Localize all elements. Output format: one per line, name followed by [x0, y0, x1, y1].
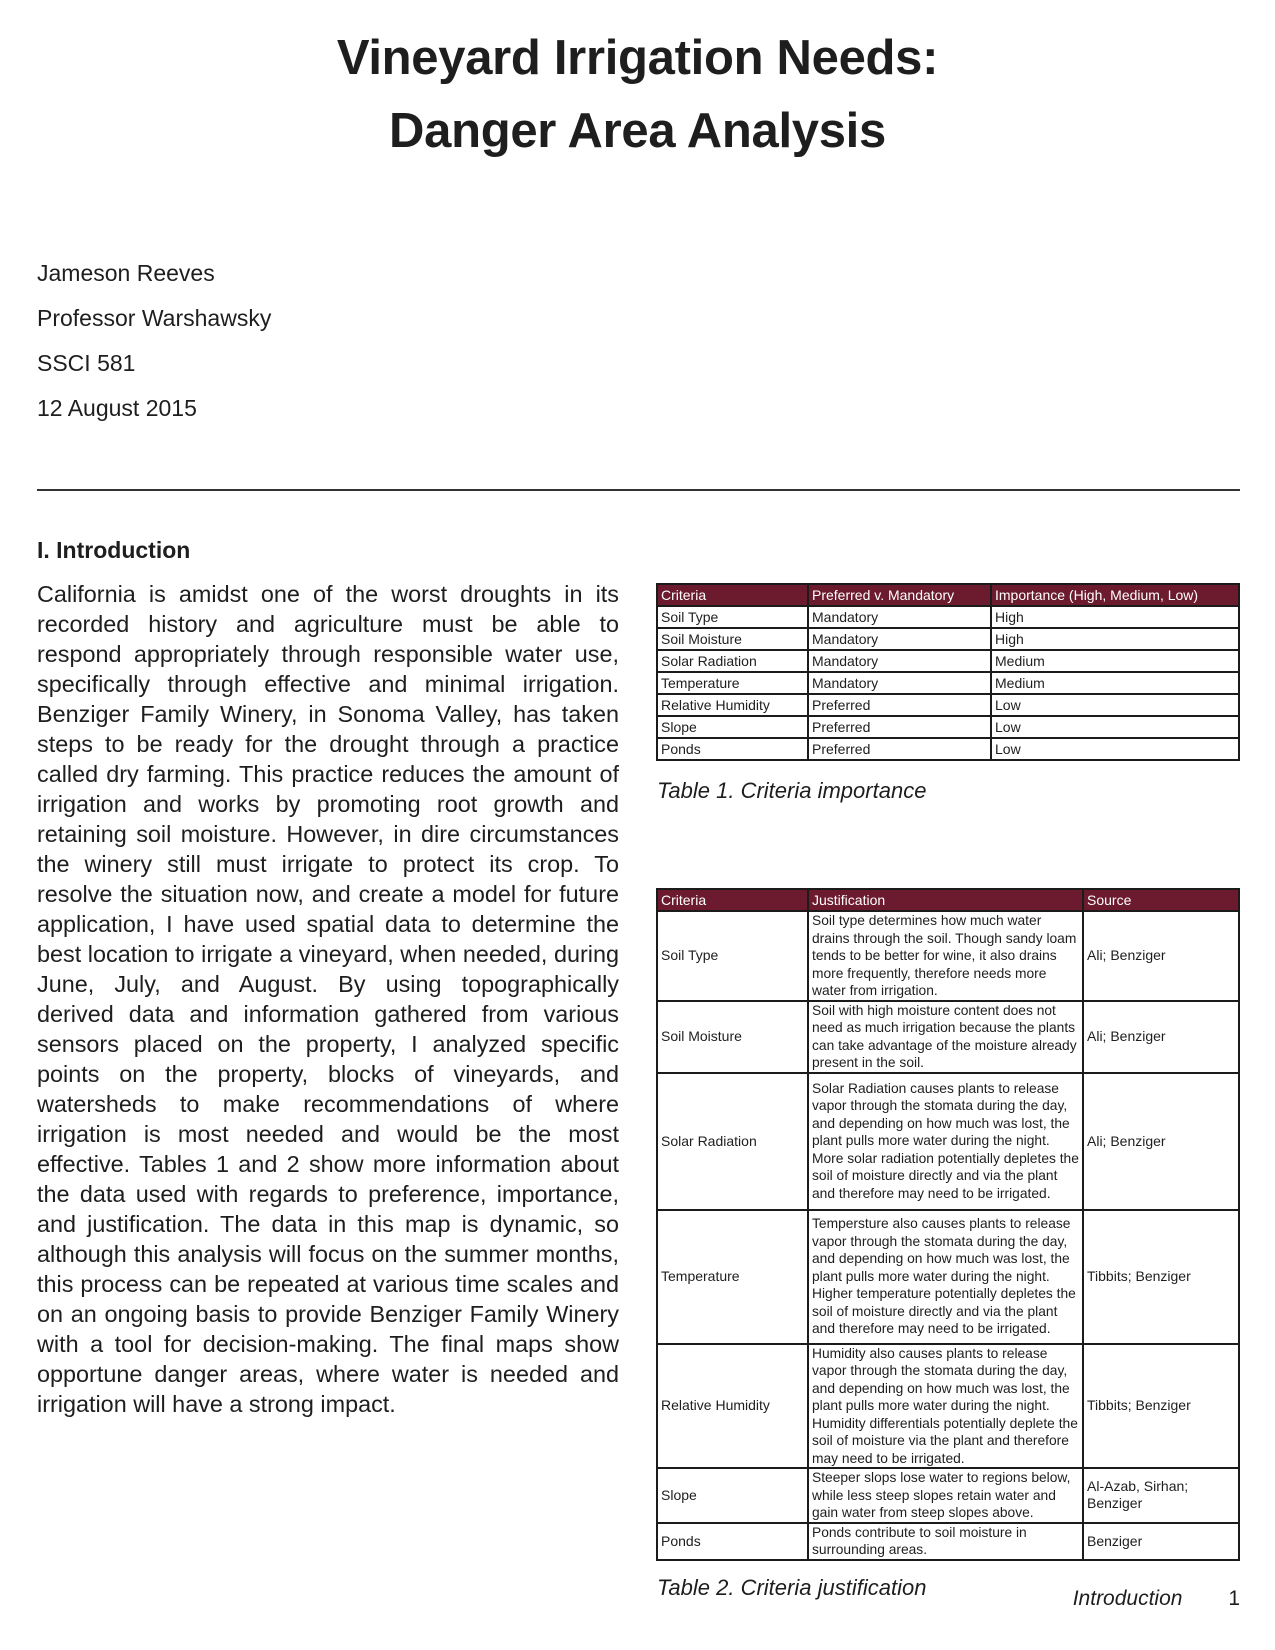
table-row — [657, 650, 1239, 672]
source-cell: Benziger — [1083, 1523, 1239, 1560]
table-row — [657, 628, 1239, 650]
criteria-cell: Relative Humidity — [657, 1344, 808, 1469]
importance-cell: Low — [991, 738, 1239, 760]
preference-cell: Mandatory — [808, 650, 991, 672]
table-row — [657, 1468, 1239, 1523]
preference-cell: Mandatory — [808, 606, 991, 628]
criteria-cell: Slope — [657, 1468, 808, 1523]
table-1-caption: Table 1. Criteria importance — [657, 778, 927, 803]
importance-cell: High — [991, 628, 1239, 650]
importance-cell: Medium — [991, 650, 1239, 672]
criteria-cell: Relative Humidity — [657, 694, 808, 716]
preference-cell: Mandatory — [808, 628, 991, 650]
table-row — [657, 911, 1239, 1001]
document-title-line-1: Vineyard Irrigation Needs: — [336, 31, 939, 85]
criteria-cell: Soil Type — [657, 911, 808, 1001]
introduction-paragraph: California is amidst one of the worst droughts in its recorded history and agriculture must be able to respond appropriately through responsible water use, specifically through effective and minimal irrigation. Benziger Family Winery, in Sonoma Valley, has taken steps to be ready for the drought through a practice called dry farming. This practice reduces the amount of irrigation and works by promoting root growth and retaining soil moisture. However, in dire circumstances the winery still must irrigate to protect its crop. To resolve the situation now, and create a model for future application, I have used spatial data to determine the best location to irrigate a vineyard, when needed, during June, July, and August. By using topographically derived data and information gathered from various sensors placed on the property, I analyzed specific points on the property, blocks of vineyards, and watersheds to make recommendations of where irrigation is most needed and would be the most effective. Tables 1 and 2 show more information about the data used with regards to preference, importance, and justification. The data in this map is dynamic, so although this analysis will focus on the summer months, this process can be repeated at various time scales and on an ongoing basis to provide Benziger Family Winery with a tool for decision-making. The final maps show opportune danger areas, where water is needed and irrigation will have a strong impact. — [37, 581, 619, 1417]
section-heading: I. Introduction — [37, 537, 191, 563]
criteria-cell: Temperature — [657, 1210, 808, 1344]
preference-cell: Preferred — [808, 738, 991, 760]
importance-cell: Medium — [991, 672, 1239, 694]
source-cell: Tibbits; Benziger — [1083, 1210, 1239, 1344]
justification-cell: Ponds contribute to soil moisture in surrounding areas. — [808, 1523, 1083, 1560]
justification-cell: Steeper slops lose water to regions below, while less steep slopes retain water and gain water from steep slopes above. — [808, 1468, 1083, 1523]
criteria-cell: Solar Radiation — [657, 650, 808, 672]
page-footer — [1073, 1587, 1240, 1611]
table-header-row — [657, 584, 1239, 606]
table-header-row — [657, 889, 1239, 911]
table-header-cell: Criteria — [657, 584, 808, 606]
preference-cell: Preferred — [808, 694, 991, 716]
table-row — [657, 1001, 1239, 1073]
table-row — [657, 606, 1239, 628]
criteria-justification-table — [656, 888, 1240, 1561]
author-name: Jameson Reeves — [37, 260, 215, 286]
justification-cell: Solar Radiation causes plants to release vapor through the stomata during the day, and depending on how much was lost, the plant pulls more water during the night. More solar radiation potentially depletes the soil of moisture directly and via the plant and therefore may need to be irrigated. — [808, 1073, 1083, 1210]
criteria-cell: Ponds — [657, 738, 808, 760]
page-number: 1 — [1228, 1587, 1240, 1610]
table-header-cell: Source — [1083, 889, 1239, 911]
criteria-cell: Soil Moisture — [657, 1001, 808, 1073]
criteria-cell: Ponds — [657, 1523, 808, 1560]
criteria-importance-table — [656, 583, 1240, 761]
preference-cell: Mandatory — [808, 672, 991, 694]
horizontal-divider — [37, 489, 1240, 491]
importance-cell: Low — [991, 716, 1239, 738]
table-row — [657, 1210, 1239, 1344]
criteria-cell: Temperature — [657, 672, 808, 694]
table-row — [657, 1073, 1239, 1210]
source-cell: Tibbits; Benziger — [1083, 1344, 1239, 1469]
footer-section-label: Introduction — [1072, 1587, 1183, 1610]
table-header-cell: Importance (High, Medium, Low) — [991, 584, 1239, 606]
justification-cell: Tempersture also causes plants to release vapor through the stomata during the day, and depending on how much was lost, the plant pulls more water during the night. Higher temperature potentially depletes the soil of moisture directly and via the plant and therefore may need to be irrigated. — [808, 1210, 1083, 1344]
course-code: SSCI 581 — [37, 350, 136, 376]
table-header-cell: Justification — [808, 889, 1083, 911]
justification-cell: Humidity also causes plants to release vapor through the stomata during the day, and depending on how much was lost, the plant pulls more water during the night. Humidity differentials potentially deplete the soil of moisture via the plant and therefore may need to be irrigated. — [808, 1344, 1083, 1469]
table-row — [657, 716, 1239, 738]
criteria-cell: Solar Radiation — [657, 1073, 808, 1210]
table-row — [657, 1523, 1239, 1560]
table-row — [657, 1344, 1239, 1469]
source-cell: Ali; Benziger — [1083, 1073, 1239, 1210]
document-title-line-2: Danger Area Analysis — [389, 104, 886, 158]
author-block — [37, 260, 271, 440]
criteria-cell: Soil Moisture — [657, 628, 808, 650]
importance-cell: High — [991, 606, 1239, 628]
table-row — [657, 694, 1239, 716]
professor-name: Professor Warshawsky — [37, 305, 272, 331]
document-date: 12 August 2015 — [37, 395, 197, 421]
table-header-cell: Preferred v. Mandatory — [808, 584, 991, 606]
table-row — [657, 672, 1239, 694]
source-cell: Al-Azab, Sirhan; Benziger — [1083, 1468, 1239, 1523]
justification-cell: Soil type determines how much water drains through the soil. Though sandy loam tends to be better for wine, it also drains more frequently, therefore needs more water from irrigation. — [808, 911, 1083, 1001]
table-2-caption: Table 2. Criteria justification — [657, 1575, 927, 1600]
table-row — [657, 738, 1239, 760]
table-header-cell: Criteria — [657, 889, 808, 911]
criteria-cell: Soil Type — [657, 606, 808, 628]
justification-cell: Soil with high moisture content does not need as much irrigation because the plants can take advantage of the moisture already present in the soil. — [808, 1001, 1083, 1073]
preference-cell: Preferred — [808, 716, 991, 738]
importance-cell: Low — [991, 694, 1239, 716]
source-cell: Ali; Benziger — [1083, 911, 1239, 1001]
criteria-cell: Slope — [657, 716, 808, 738]
source-cell: Ali; Benziger — [1083, 1001, 1239, 1073]
